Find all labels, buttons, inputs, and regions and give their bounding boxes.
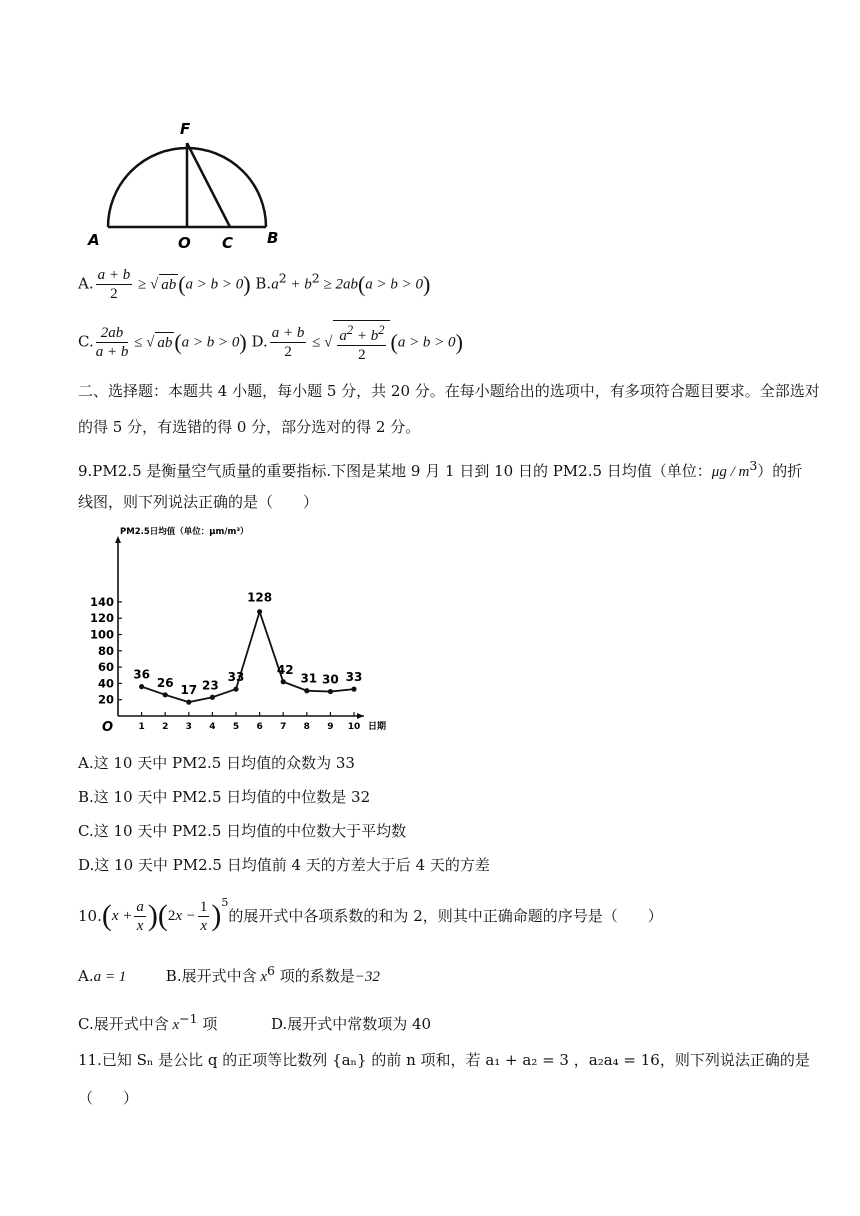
q10-number: 10. — [78, 907, 102, 925]
q10-option-a-math: a = 1 — [93, 969, 127, 985]
data-point — [139, 684, 144, 689]
x-tick-label: 1 — [138, 722, 145, 732]
q10-option-b-text2: 项的系数是 — [279, 967, 355, 985]
chart-title: PM2.5日均值（单位：μm/m³） — [120, 527, 249, 537]
data-point — [257, 609, 262, 614]
q11-stem-line2: （ ） — [78, 1089, 139, 1107]
data-label: 30 — [322, 672, 339, 687]
q9-stem-text: 9.PM2.5 是衡量空气质量的重要指标.下图是某地 9 月 1 日到 10 日的 PM2.5 日均值（单位： — [78, 462, 712, 480]
option-d-label: D. — [251, 332, 268, 351]
x-axis-arrow — [357, 713, 364, 719]
q9-stem-line2: 线图，则下列说法正确的是（ ） — [78, 493, 319, 511]
pm25-line-chart — [89, 524, 387, 742]
q9-option-d: D.这 10 天中 PM2.5 日均值前 4 天的方差大于后 4 天的方差 — [78, 856, 490, 874]
option-b-label: B. — [255, 274, 272, 293]
x-tick-label: 2 — [162, 722, 169, 732]
q10-option-c-text2: 项 — [202, 1015, 218, 1033]
q10-options-row1: A.a = 1 B.展开式中含 $x^6$ 项的系数是−32 — [78, 963, 380, 985]
y-tick-label: 60 — [97, 660, 114, 675]
option-a-label: A. — [78, 274, 94, 293]
origin-label: O — [102, 720, 114, 735]
section-heading-line1: 二、选择题：本题共 4 小题，每小题 5 分，共 20 分。在每小题给出的选项中，有多项符合题目要求。全部选对 — [78, 382, 820, 400]
label-a: A — [88, 231, 100, 249]
x-tick-label: 6 — [256, 722, 263, 732]
q9-option-c: C.这 10 天中 PM2.5 日均值的中位数大于平均数 — [78, 822, 407, 840]
label-c: C — [222, 234, 234, 252]
x-tick-label: 7 — [280, 722, 287, 732]
label-b: B — [267, 229, 279, 247]
condition-b: a > b > 0 — [365, 276, 424, 293]
condition-c: a > b > 0 — [181, 334, 240, 351]
y-tick-label: 100 — [89, 627, 114, 642]
label-f: F — [180, 120, 191, 138]
condition-a: a > b > 0 — [185, 276, 244, 293]
y-tick-label: 40 — [97, 676, 114, 691]
section-heading-line2: 的得 5 分，有选错的得 0 分，部分选对的得 2 分。 — [78, 418, 421, 436]
condition-d: a > b > 0 — [397, 334, 456, 351]
x-tick-label: 8 — [303, 722, 310, 732]
q10-stem: 10. ( x + $\frac{a}{x}$ ) ( 2 x − $\frac{1}{x}$ ) $^5$ 的展开式中各项系数的和为 2，则其中正确命题的序号是（ ） — [78, 896, 663, 934]
q10-option-c-text: C.展开式中含 — [78, 1015, 169, 1033]
data-point — [328, 689, 333, 694]
q9-stem-tail: ）的折 — [757, 462, 803, 480]
x-tick-label: 9 — [327, 722, 334, 732]
q10-option-b-text: B.展开式中含 — [165, 967, 257, 985]
y-tick-label: 120 — [89, 611, 114, 626]
q8-options-row2: C. $\frac{2ab}{a + b}$ ≤ √ ab(a > b > 0) D. $\frac{a + b}{2}$ ≤ √ $\frac{a^2 + b^2}{2}$ (a > b > 0) — [78, 320, 463, 364]
label-o: O — [178, 234, 191, 252]
q10-option-b-value: −32 — [354, 969, 380, 985]
data-point — [163, 692, 168, 697]
x-tick-label: 10 — [347, 722, 361, 732]
data-label: 17 — [180, 683, 198, 698]
data-label: 31 — [300, 671, 318, 686]
data-label: 36 — [133, 667, 150, 682]
data-point — [281, 679, 286, 684]
option-c-label: C. — [78, 332, 94, 351]
q10-options-row2: C.展开式中含 $x^{-1}$ 项 D.展开式中常数项为 40 — [78, 1011, 432, 1033]
q10-stem-text: 的展开式中各项系数的和为 2，则其中正确命题的序号是（ ） — [228, 907, 663, 925]
q9-stem-line1: 9.PM2.5 是衡量空气质量的重要指标.下图是某地 9 月 1 日到 10 日的 PM2.5 日均值（单位：μg / $m^3$）的折 — [78, 458, 803, 480]
q9-option-a: A.这 10 天中 PM2.5 日均值的众数为 33 — [78, 754, 355, 772]
x-tick-label: 5 — [232, 722, 240, 732]
q10-option-a-label: A. — [78, 967, 94, 985]
data-label: 23 — [202, 678, 219, 693]
x-axis-label: 日期 — [368, 722, 387, 732]
data-label: 33 — [345, 670, 363, 685]
q11-stem-line1: 11.已知 Sₙ 是公比 q 的正项等比数列 {aₙ} 的前 n 项和，若 a₁ + a₂ = 3 ，a₂a₄ = 16，则下列说法正确的是 — [78, 1051, 810, 1069]
data-label: 33 — [227, 670, 245, 685]
q10-option-d-text: D.展开式中常数项为 40 — [270, 1015, 432, 1033]
x-tick-label: 3 — [185, 722, 192, 732]
y-axis-arrow — [115, 536, 121, 543]
data-label: 26 — [156, 675, 174, 690]
frac-a-plus-b-over-2: $\frac{a + b}{2}$ — [97, 267, 131, 302]
y-tick-label: 80 — [97, 643, 114, 658]
y-tick-label: 140 — [89, 594, 114, 609]
x-tick-label: 4 — [209, 722, 216, 732]
data-point — [186, 700, 191, 705]
q9-option-b: B.这 10 天中 PM2.5 日均值的中位数是 32 — [78, 788, 371, 806]
data-label: 128 — [247, 590, 273, 605]
q9-unit: μg / m — [711, 464, 750, 480]
data-point — [210, 695, 215, 700]
q8-options-row1: A. $\frac{a + b}{2}$ ≥ √ ab(a > b > 0) $B.a^2 + b^2 \ge 2ab(a > b > 0)$ — [78, 267, 431, 302]
semicircle-figure — [80, 110, 300, 250]
data-point — [233, 687, 238, 692]
data-label: 42 — [276, 662, 294, 677]
data-point — [304, 688, 309, 693]
data-point — [351, 687, 356, 692]
y-tick-label: 20 — [97, 692, 114, 707]
